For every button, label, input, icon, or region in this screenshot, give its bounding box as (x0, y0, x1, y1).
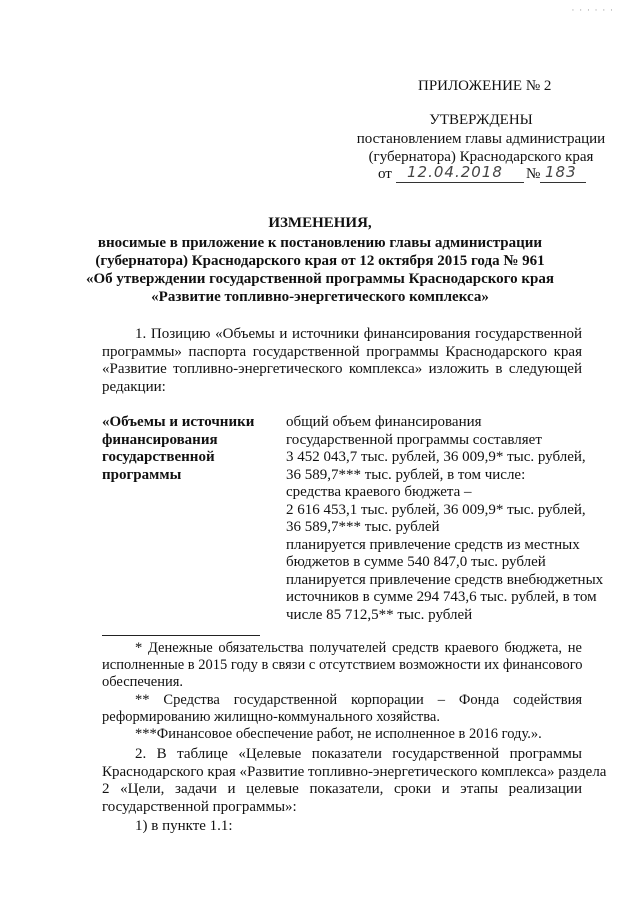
date-prefix: от (378, 166, 392, 182)
paragraph-1 (102, 326, 582, 396)
footnote-line: ** Средства государственной корпорации – Фонда содействия (135, 692, 582, 708)
document-title: ИЗМЕНЕНИЯ, (268, 215, 372, 231)
number-prefix: № (526, 166, 541, 182)
approval-line-2: (губернатора) Краснодарского края (368, 149, 594, 165)
handwritten-date: 12.04.2018 (407, 163, 503, 181)
paragraph-line: редакции: (102, 378, 166, 395)
number-underline (540, 182, 586, 183)
paragraph-line: 1) в пункте 1.1: (135, 818, 233, 834)
title-line-3: «Об утверждении государственной программы Краснодарского края (86, 271, 554, 287)
table-value-line: планируется привлечение средств из местных (286, 536, 580, 553)
paragraph-line: программы» паспорта государственной программы Краснодарского края (102, 343, 582, 360)
date-underline (396, 182, 524, 183)
table-value-line: планируется привлечение средств внебюджетных (286, 571, 604, 588)
footnote-1 (102, 640, 582, 691)
table-label-line: финансирования (102, 431, 218, 448)
table-value-line: источников в сумме 294 743,6 тыс. рублей, в том (286, 589, 597, 605)
table-value-line: средства краевого бюджета – (286, 484, 472, 500)
approval-line-1: постановлением главы администрации (356, 131, 606, 147)
footnote-3 (102, 726, 582, 743)
handwritten-number: 183 (545, 163, 577, 181)
paragraph-3 (102, 818, 582, 836)
footnote-line: обеспечения. (102, 674, 184, 690)
table-value-line: государственной программы составляет (286, 431, 542, 448)
financing-table-value (286, 414, 606, 624)
table-value-line: общий объем финансирования (286, 414, 482, 430)
table-label-line: государственной (102, 449, 215, 465)
title-line-1: вносимые в приложение к постановлению главы администрации (97, 235, 543, 251)
approved-heading: УТВЕРЖДЕНЫ (429, 112, 533, 128)
table-label-line: «Объемы и источники (102, 414, 255, 430)
footnote-2 (102, 692, 582, 726)
paragraph-line: 1. Позицию «Объемы и источники финансирования государственной (135, 326, 582, 342)
table-value-line: бюджетов в сумме 540 847,0 тыс. рублей (286, 554, 546, 570)
table-value-line: 36 589,7*** тыс. рублей (286, 519, 440, 535)
scan-corner-mark: · · · · · · (571, 6, 614, 16)
footnote-line: * Денежные обязательства получателей средств краевого бюджета, не (135, 640, 582, 656)
footnote-line: реформированию жилищно-коммунального хозяйства. (102, 709, 440, 725)
paragraph-line: «Развитие топливно-энергетического комплекса» изложить в следующей (102, 361, 582, 377)
appendix-label: ПРИЛОЖЕНИЕ № 2 (418, 78, 552, 94)
title-line-4: «Развитие топливно-энергетического комплекса» (151, 289, 489, 305)
table-value-line: 3 452 043,7 тыс. рублей, 36 009,9* тыс. рублей, (286, 449, 586, 465)
table-value-line: 36 589,7*** тыс. рублей, в том числе: (286, 466, 526, 483)
paragraph-line: 2. В таблице «Целевые показатели государственной программы (135, 746, 582, 762)
table-label-line: программы (102, 466, 182, 483)
paragraph-line: 2 «Цели, задачи и целевые показатели, сроки и этапы реализации (102, 781, 582, 797)
footnote-line: ***Финансовое обеспечение работ, не исполненное в 2016 году.». (135, 726, 542, 742)
footnote-separator (102, 635, 260, 636)
financing-table-label (102, 414, 277, 484)
table-value-line: 2 616 453,1 тыс. рублей, 36 009,9* тыс. рублей, (286, 501, 586, 518)
table-value-line: числе 85 712,5** тыс. рублей (286, 606, 473, 623)
title-line-2: (губернатора) Краснодарского края от 12 октября 2015 года № 961 (95, 253, 545, 269)
paragraph-2 (102, 746, 607, 816)
footnote-line: исполненные в 2015 году в связи с отсутствием возможности их финансового (102, 657, 583, 673)
paragraph-line: Краснодарского края «Развитие топливно-энергетического комплекса» раздела (102, 763, 607, 780)
paragraph-line: государственной программы»: (102, 798, 297, 815)
